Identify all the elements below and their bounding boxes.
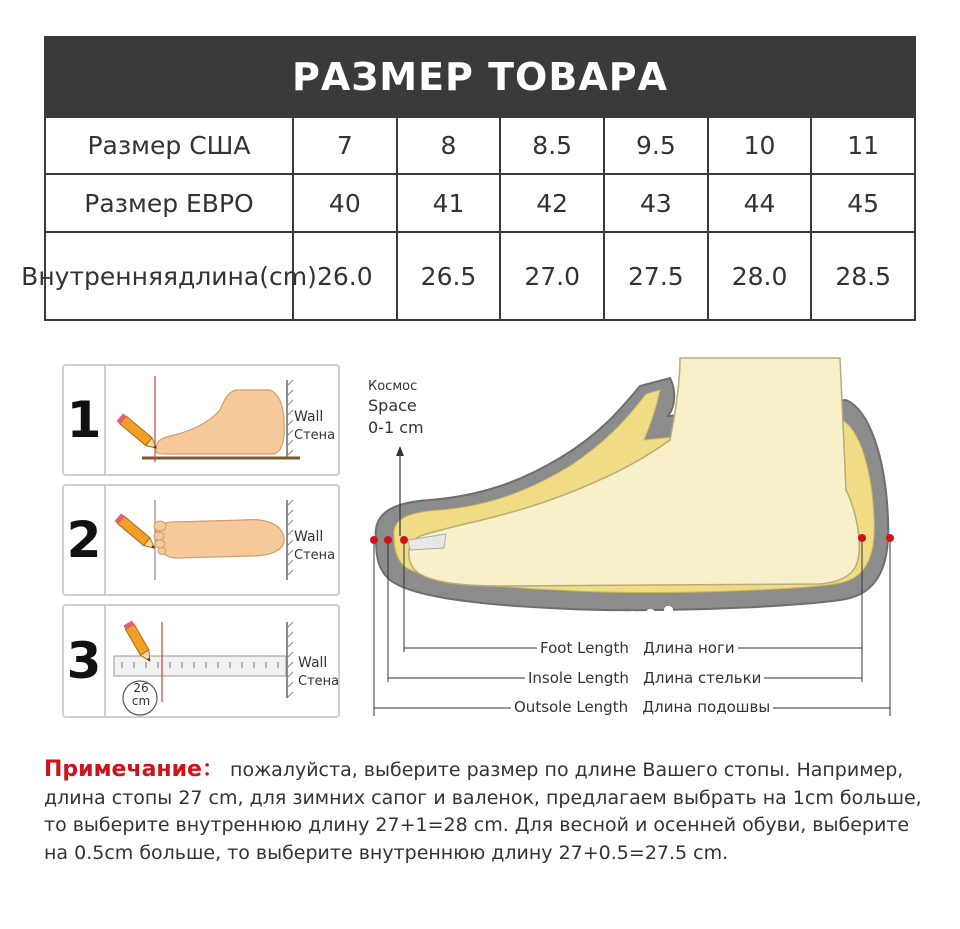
space-range: 0-1 cm bbox=[368, 418, 424, 437]
step-number: 1 bbox=[64, 366, 106, 474]
wall-label-ru: Стена bbox=[298, 674, 340, 689]
table-cell: 8.5 bbox=[499, 118, 603, 173]
outsole-length-label bbox=[511, 698, 773, 716]
measure-step-3 bbox=[62, 604, 340, 718]
outsole-length-en: Outsole Length bbox=[514, 698, 629, 716]
size-table bbox=[21, 36, 916, 321]
table-title: РАЗМЕР ТОВАРА bbox=[46, 38, 914, 116]
foot-length-ru: Длина ноги bbox=[643, 639, 735, 657]
table-cell: 10 bbox=[707, 118, 811, 173]
table-row-inner-length bbox=[21, 231, 914, 319]
foot-shape bbox=[156, 520, 284, 558]
table-cell: 26.0 bbox=[292, 233, 396, 319]
wall-label-en: Wall bbox=[294, 409, 324, 425]
wall-label bbox=[294, 408, 335, 445]
foot-shape bbox=[156, 390, 285, 454]
wall-hatch bbox=[287, 622, 293, 698]
table-cell: 45 bbox=[810, 175, 914, 231]
insole-length-label bbox=[525, 669, 764, 687]
row-label bbox=[21, 233, 317, 319]
wall-label-en: Wall bbox=[294, 529, 324, 545]
table-cell: 43 bbox=[603, 175, 707, 231]
table-cell: 8 bbox=[396, 118, 500, 173]
table-cell: 42 bbox=[499, 175, 603, 231]
outsole-length-ru: Длина подошвы bbox=[642, 698, 771, 716]
row-label-line: Внутренняя bbox=[21, 262, 179, 291]
space-label-ru: Космос bbox=[368, 379, 418, 394]
pencil-icon bbox=[115, 513, 158, 552]
table-cell: 41 bbox=[396, 175, 500, 231]
table-cell: 27.5 bbox=[603, 233, 707, 319]
wall-hatch bbox=[287, 380, 293, 456]
ruler bbox=[114, 656, 286, 676]
foot-length-label bbox=[537, 639, 738, 657]
step-number: 3 bbox=[64, 606, 106, 716]
table-cell: 26.5 bbox=[396, 233, 500, 319]
measure-number: 26 bbox=[133, 681, 149, 695]
note-text: пожалуйста, выберите размер по длине Вашего стопы. Например, длина стопы 27 cm, для зимних сапог и валенок, предлагаем выбрать на 1cm больше, то выберите внутреннюю длину 27+1=28 cm. Для весной и осенней обуви, выберите на 0.5cm больше, то выберите внутреннюю длину 27+0.5=27.5 cm. bbox=[44, 759, 922, 864]
table-cell: 40 bbox=[292, 175, 396, 231]
table-cell: 11 bbox=[810, 118, 914, 173]
wall-label-ru: Стена bbox=[294, 428, 336, 443]
table-cell: 28.0 bbox=[707, 233, 811, 319]
note-title: Примечание： bbox=[44, 757, 224, 782]
step-number: 2 bbox=[64, 486, 106, 594]
foot-length-en: Foot Length bbox=[540, 639, 629, 657]
table-cell: 27.0 bbox=[499, 233, 603, 319]
measure-value bbox=[124, 682, 158, 708]
measure-step-2 bbox=[62, 484, 340, 596]
pencil-icon bbox=[117, 413, 160, 452]
row-label: Размер США bbox=[87, 131, 251, 160]
table-cell: 28.5 bbox=[810, 233, 914, 319]
wall-label bbox=[294, 528, 335, 565]
space-label bbox=[368, 378, 424, 439]
table-cell: 7 bbox=[292, 118, 396, 173]
row-label-line: длина(cm) bbox=[178, 262, 317, 291]
table-row-us-size bbox=[46, 116, 914, 173]
wall-label-ru: Стена bbox=[294, 548, 336, 563]
table-row-eu-size bbox=[46, 173, 914, 231]
table-cell: 44 bbox=[707, 175, 811, 231]
space-arrow-head bbox=[396, 446, 404, 456]
wall-label-en: Wall bbox=[298, 655, 328, 671]
measure-unit: cm bbox=[131, 694, 151, 708]
wall-label bbox=[298, 654, 339, 691]
measure-step-1 bbox=[62, 364, 340, 476]
space-label-en: Space bbox=[368, 396, 417, 415]
sizing-note bbox=[44, 756, 924, 867]
table-cell: 9.5 bbox=[603, 118, 707, 173]
wall-hatch bbox=[287, 500, 293, 576]
insole-length-ru: Длина стельки bbox=[643, 669, 762, 687]
row-label: Размер ЕВРО bbox=[84, 188, 254, 218]
insole-length-en: Insole Length bbox=[528, 669, 629, 687]
